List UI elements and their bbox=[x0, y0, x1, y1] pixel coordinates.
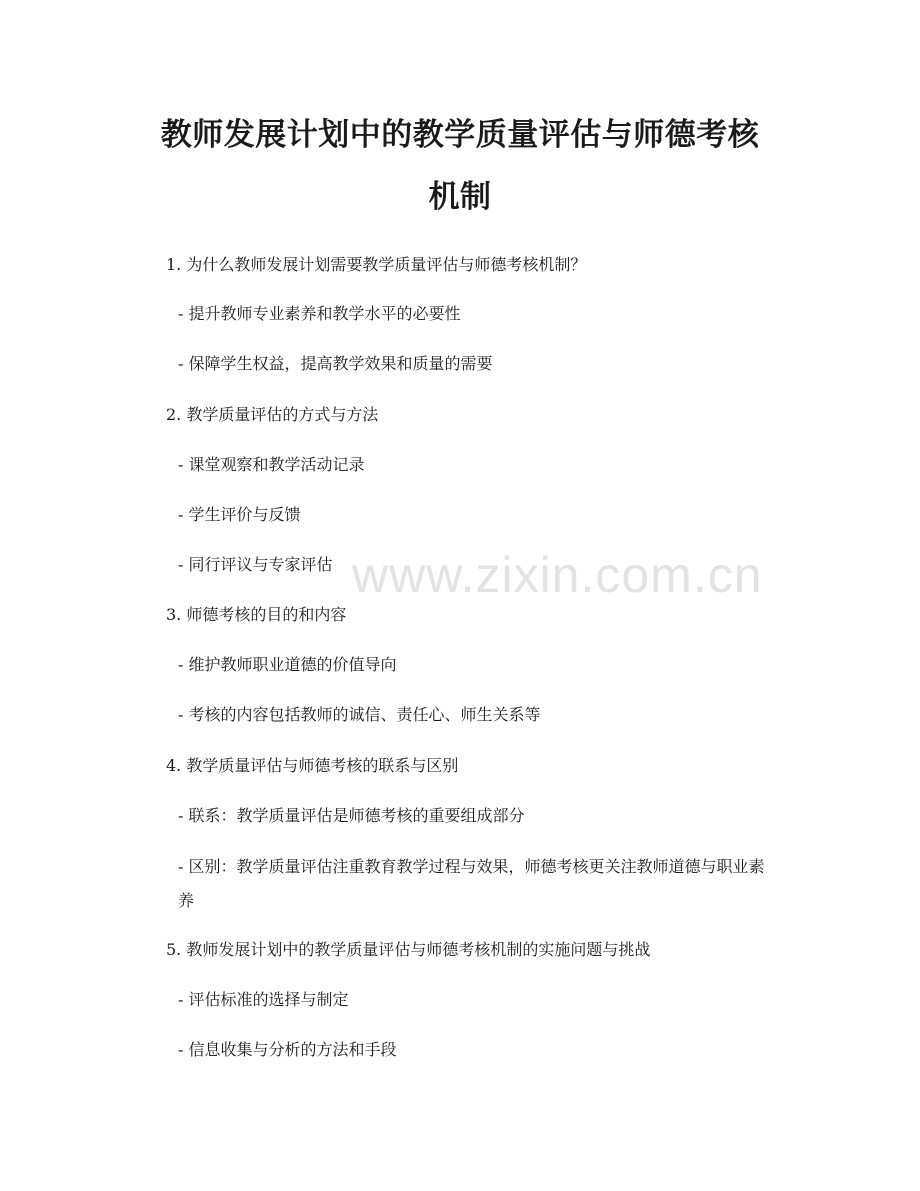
bullet-item: - 考核的内容包括教师的诚信、责任心、师生关系等 bbox=[178, 705, 541, 724]
bullet-item: - 提升教师专业素养和教学水平的必要性 bbox=[178, 304, 461, 323]
section-heading-4: 4. 教学质量评估与师德考核的联系与区别 bbox=[166, 756, 459, 775]
section-heading-5: 5. 教师发展计划中的教学质量评估与师德考核机制的实施问题与挑战 bbox=[166, 940, 651, 959]
bullet-item: - 学生评价与反馈 bbox=[178, 505, 301, 524]
title-line-1: 教师发展计划中的教学质量评估与师德考核 bbox=[160, 117, 760, 153]
bullet-item-text: - 区别：教学质量评估注重教育教学过程与效果，师德考核更关注教师道德与职业素养 bbox=[178, 857, 765, 910]
bullet-item: - 课堂观察和教学活动记录 bbox=[178, 455, 365, 474]
section-heading-1: 1. 为什么教师发展计划需要教学质量评估与师德考核机制？ bbox=[166, 255, 587, 274]
section-heading-2: 2. 教学质量评估的方式与方法 bbox=[166, 405, 379, 424]
watermark: www.zixin.com.cn bbox=[352, 547, 763, 603]
bullet-item: - 同行评议与专家评估 bbox=[178, 555, 333, 574]
bullet-item: - 评估标准的选择与制定 bbox=[178, 990, 349, 1009]
title-line-2: 机制 bbox=[428, 179, 492, 215]
bullet-item: - 维护教师职业道德的价值导向 bbox=[178, 655, 397, 674]
bullet-item: - 信息收集与分析的方法和手段 bbox=[178, 1040, 397, 1059]
bullet-item: - 联系：教学质量评估是师德考核的重要组成部分 bbox=[178, 806, 525, 825]
bullet-item: - 保障学生权益，提高教学效果和质量的需要 bbox=[178, 354, 493, 373]
bullet-item-wrapped bbox=[136, 850, 776, 918]
page-title bbox=[120, 104, 800, 228]
section-heading-3: 3. 师德考核的目的和内容 bbox=[166, 605, 347, 624]
